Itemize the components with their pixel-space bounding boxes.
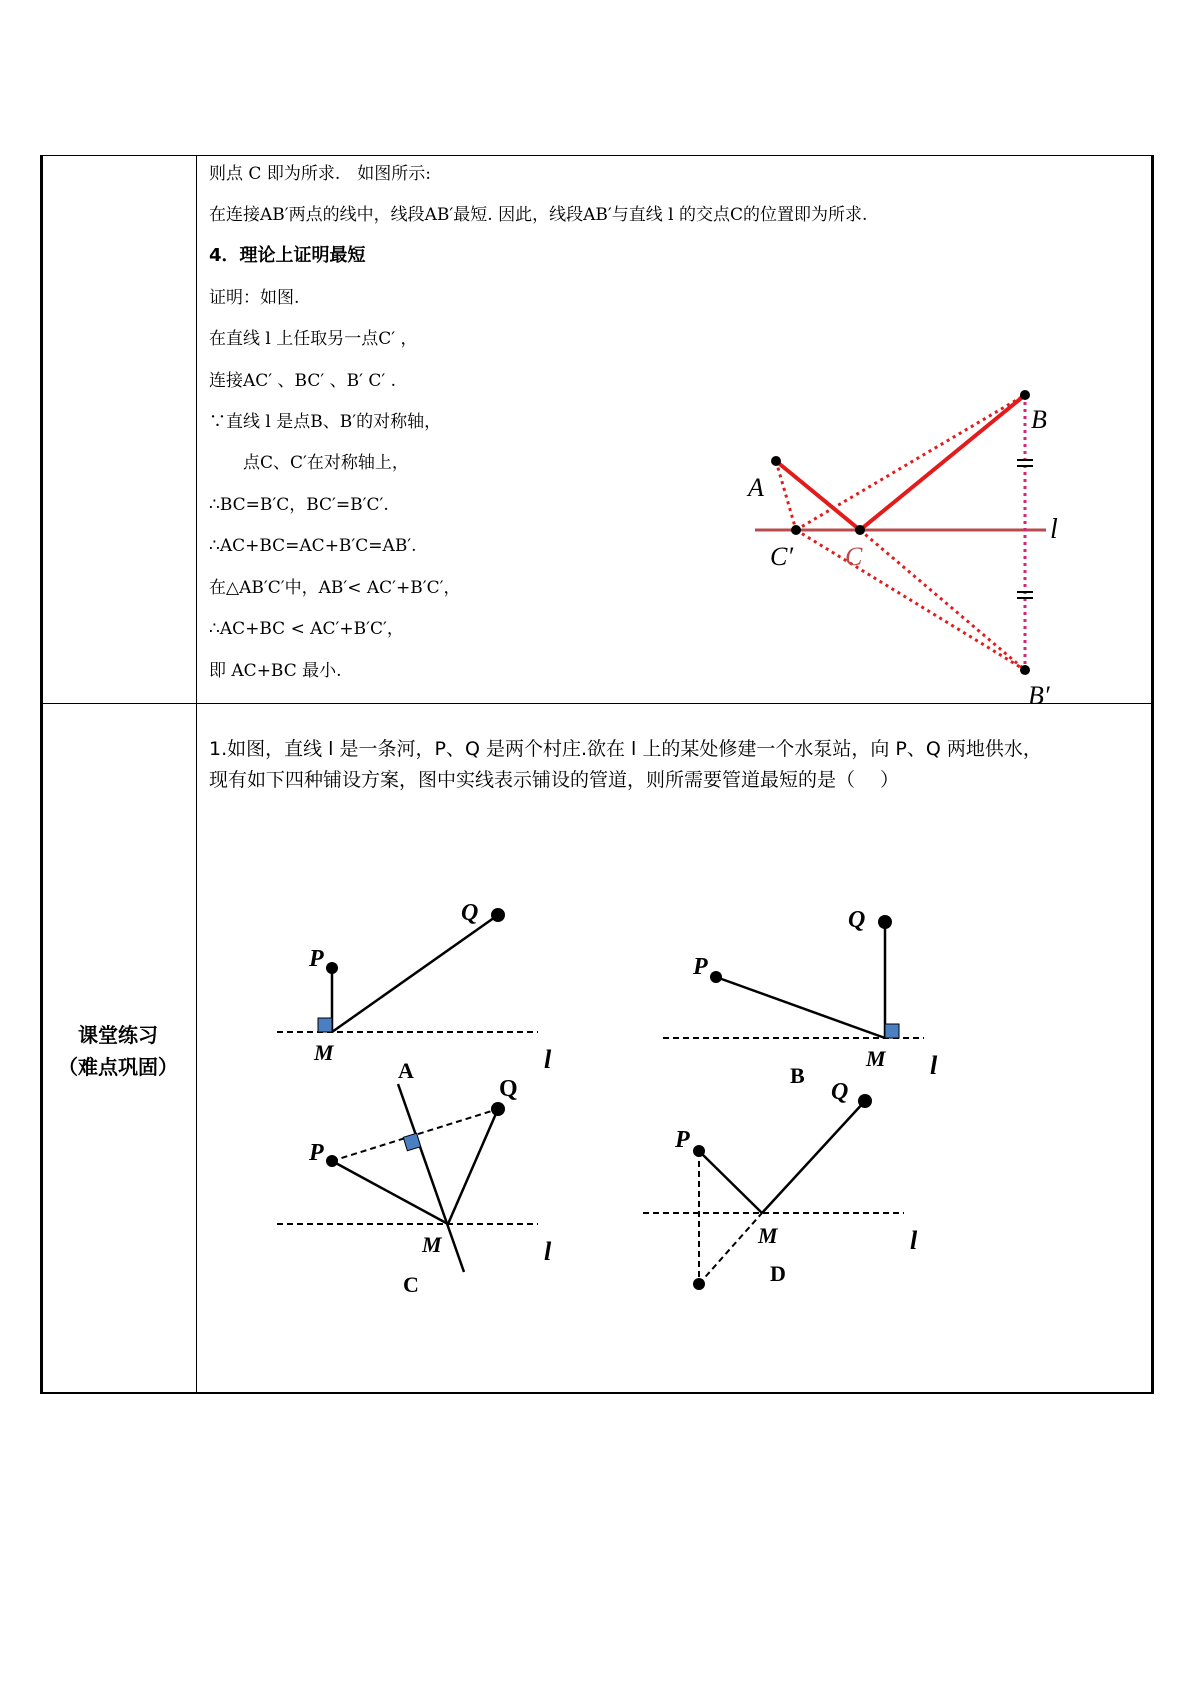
label-l: l [910, 1226, 918, 1255]
label-C: C [845, 542, 863, 571]
label-Q: Q [461, 900, 479, 926]
proof-line: 则点 C 即为所求. 如图所示: [209, 164, 431, 184]
question-text [209, 734, 1139, 796]
label-M: M [422, 1232, 442, 1257]
segment-CBprime [860, 530, 1025, 670]
label-A: A [748, 473, 764, 502]
label-P: P [675, 1127, 690, 1153]
table-column-divider [196, 155, 197, 1394]
point-P [326, 962, 338, 974]
label-Q: Q [499, 1076, 518, 1102]
label-l: l [930, 1051, 938, 1080]
label-P: P [309, 1140, 324, 1166]
point-B [1020, 390, 1030, 400]
pipe-PM [332, 1161, 448, 1224]
point-Q [878, 915, 892, 929]
point-Pprime [693, 1278, 705, 1290]
section-heading: 4．理论上证明最短 [209, 245, 366, 266]
options-figure [260, 885, 980, 1305]
label-l: l [1050, 514, 1058, 545]
point-C [855, 525, 865, 535]
label-Bprime: B′ [1028, 681, 1050, 705]
proof-line: ∴BC=B′C，BC′=B′C′. [209, 495, 389, 515]
pipe-MQ [762, 1101, 865, 1213]
label-l: l [544, 1237, 552, 1266]
option-d-figure [643, 1079, 918, 1290]
proof-line: 在直线 l 上任取另一点C′ ， [209, 329, 418, 349]
proof-line: 连接AC′ 、BC′ 、B′ C′ . [209, 371, 397, 391]
point-P [326, 1155, 338, 1167]
path-ACB [776, 395, 1025, 530]
question-line1: 1.如图，直线 l 是一条河，P、Q 是两个村庄.欲在 l 上的某处修建一个水泵站，向 P、Q 两地供水， [209, 738, 1042, 760]
point-Q [858, 1094, 872, 1108]
label-P: P [693, 954, 708, 980]
option-label-C: C [403, 1272, 419, 1297]
point-P [693, 1145, 705, 1157]
label-M: M [758, 1223, 778, 1248]
label-Q: Q [848, 907, 866, 933]
label-Q: Q [831, 1079, 849, 1105]
option-label-A: A [398, 1058, 414, 1083]
table-border-bottom [40, 1392, 1154, 1394]
option-c-figure [277, 1076, 552, 1297]
pipe-PM [699, 1151, 762, 1213]
label-l: l [544, 1045, 552, 1074]
table-border-right [1151, 155, 1154, 1394]
label-P: P [309, 946, 324, 972]
label-M: M [866, 1046, 886, 1071]
point-Q [491, 908, 505, 922]
label-M: M [314, 1040, 334, 1065]
pipe-MQ [448, 1109, 498, 1224]
proof-line: ∴AC+BC < AC′+B′C′， [209, 619, 404, 639]
option-a-figure [277, 900, 552, 1083]
proof-line: ∵直线 l 是点B、B′的对称轴， [209, 412, 442, 432]
proof-line: 在△AB′C′中，AB′< AC′+B′C′， [209, 578, 461, 598]
right-angle-marker [885, 1024, 899, 1038]
section-label-line2: （难点巩固） [58, 1055, 178, 1079]
option-label-B: B [790, 1063, 805, 1088]
point-Q [491, 1102, 505, 1116]
point-Bprime [1020, 665, 1030, 675]
segment-CprimeB [796, 395, 1025, 530]
point-A [771, 456, 781, 466]
label-Cprime: C′ [770, 542, 794, 571]
proof-line: 即 AC+BC 最小. [209, 661, 342, 681]
segment-CprimeBprime [796, 530, 1025, 670]
reflection-proof-figure [730, 375, 1060, 705]
segment-PprimeM [699, 1213, 762, 1284]
label-B: B [1031, 405, 1047, 434]
table-border-left [40, 155, 43, 1394]
proof-line: 证明：如图. [209, 288, 300, 308]
question-line2: 现有如下四种铺设方案，图中实线表示铺设的管道，则所需要管道最短的是（ ） [209, 769, 900, 791]
section-label-line1: 课堂练习 [78, 1023, 158, 1047]
point-Cprime [791, 525, 801, 535]
proof-line: 在连接AB′两点的线中，线段AB′最短. 因此，线段AB′与直线 l 的交点C的位置即为所求. [209, 205, 868, 225]
proof-line: ∴AC+BC=AC+B′C=AB′. [209, 536, 417, 556]
proof-line: 点C、C′在对称轴上， [209, 453, 409, 473]
option-b-figure [663, 907, 938, 1088]
right-angle-marker [403, 1133, 420, 1150]
pipe-MQ [332, 915, 498, 1032]
table-border-top [40, 155, 1154, 156]
right-angle-marker [318, 1018, 332, 1032]
option-label-D: D [770, 1261, 786, 1286]
point-P [710, 971, 722, 983]
section-label [40, 1019, 196, 1083]
pipe-PM [716, 977, 885, 1038]
